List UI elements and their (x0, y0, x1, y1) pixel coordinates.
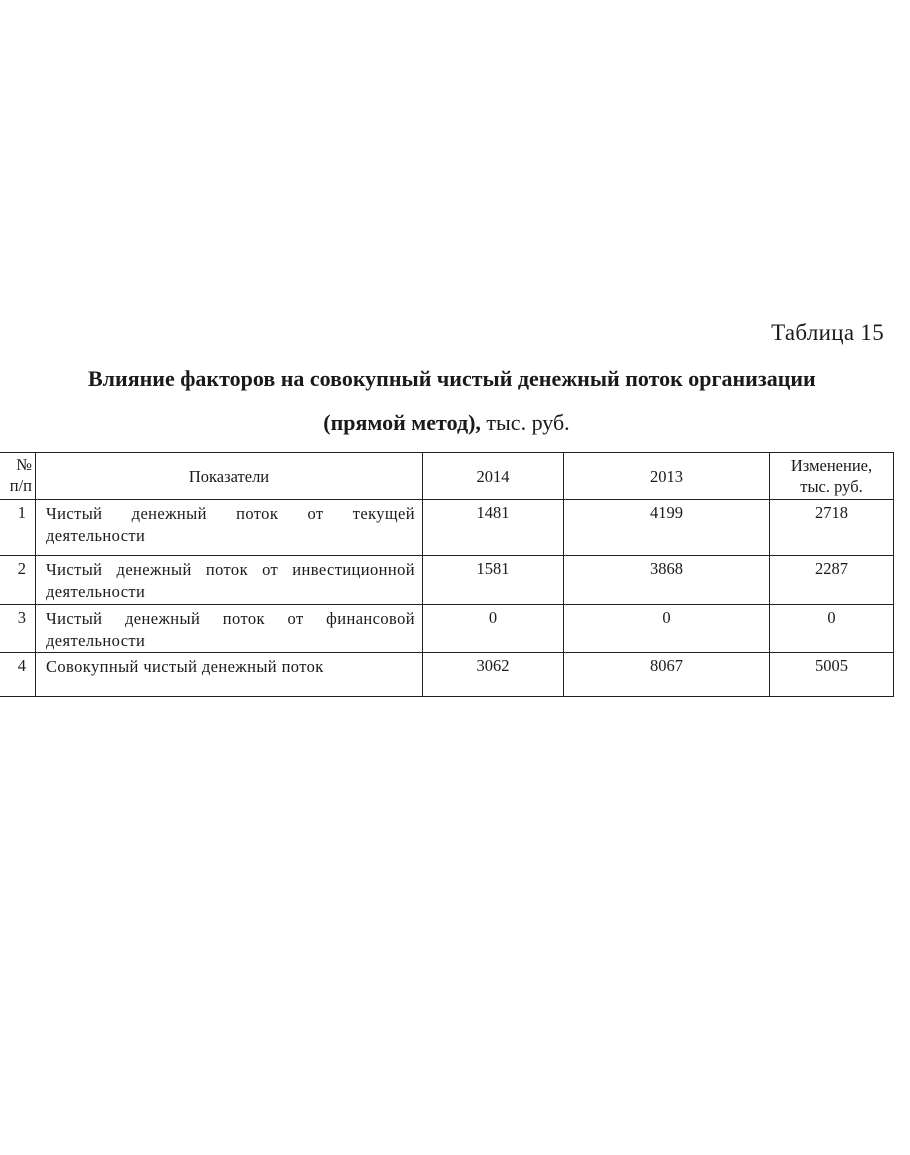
header-change-units: тыс. руб. (800, 477, 863, 496)
table-row (0, 500, 894, 556)
table-title-method: (прямой метод), (323, 410, 481, 435)
header-number-abbrev: п/п (9, 476, 32, 495)
row-change: 5005 (770, 653, 894, 697)
table-row (0, 556, 894, 605)
table-title-line-2 (0, 410, 893, 436)
row-indicator: Чистый денежный поток от финансовой деятельности (36, 605, 423, 653)
row-indicator: Совокупный чистый денежный поток (36, 653, 423, 697)
header-year-2013: 2013 (564, 453, 770, 500)
row-number: 1 (0, 500, 36, 556)
table-number-label: Таблица 15 (771, 320, 884, 345)
header-change-label: Изменение, (790, 456, 873, 475)
row-value-2013: 3868 (564, 556, 770, 605)
header-change (770, 453, 894, 500)
row-value-2013: 4199 (564, 500, 770, 556)
table-title-units: тыс. руб. (486, 410, 570, 435)
header-year-2014: 2014 (423, 453, 564, 500)
header-number-sign: № (16, 455, 32, 474)
cash-flow-factors-table (0, 452, 894, 697)
row-number: 4 (0, 653, 36, 697)
row-indicator: Чистый денежный поток от инвестиционной деятельности (36, 556, 423, 605)
row-value-2013: 0 (564, 605, 770, 653)
table-row (0, 653, 894, 697)
row-value-2014: 3062 (423, 653, 564, 697)
row-value-2014: 1481 (423, 500, 564, 556)
table-title-line-1: Влияние факторов на совокупный чистый денежный поток организации (88, 366, 816, 391)
row-indicator: Чистый денежный поток от текущей деятельности (36, 500, 423, 556)
row-number: 3 (0, 605, 36, 653)
table-row (0, 605, 894, 653)
row-number: 2 (0, 556, 36, 605)
row-value-2013: 8067 (564, 653, 770, 697)
row-change: 0 (770, 605, 894, 653)
header-row-number (0, 453, 36, 500)
row-value-2014: 1581 (423, 556, 564, 605)
row-change: 2287 (770, 556, 894, 605)
header-indicators: Показатели (36, 453, 423, 500)
row-change: 2718 (770, 500, 894, 556)
row-value-2014: 0 (423, 605, 564, 653)
table-header-row (0, 453, 894, 500)
